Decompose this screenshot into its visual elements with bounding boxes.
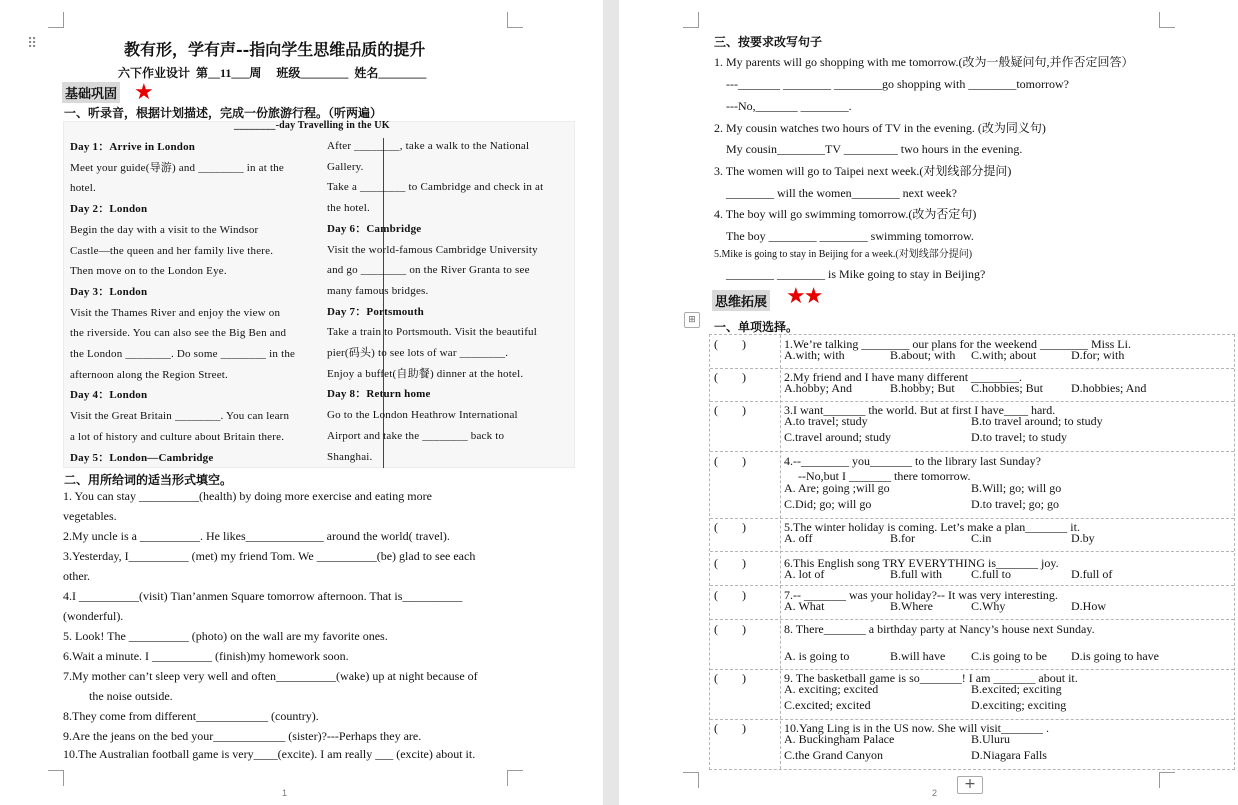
- rewrite-line: My cousin________TV _________ two hours in the evening.: [726, 142, 1023, 156]
- scanned-itinerary-image: [63, 121, 575, 468]
- rewrite-line: 5.Mike is going to stay in Beijing for a week.(对划线部分提问): [714, 249, 973, 260]
- crop-mark: [48, 770, 64, 786]
- question-text: 8. There_______ a birthday party at Nancy’s house next Sunday.: [784, 622, 1095, 636]
- fill-blank-line: 10.The Australian football game is very____(excite). I am really ___ (excite) about it.: [63, 747, 476, 761]
- itinerary-line: Day 3：London: [70, 285, 148, 298]
- multiple-choice-table: [709, 334, 1235, 770]
- itinerary-heading: ________-day Travelling in the UK: [234, 120, 390, 131]
- option-a: A. What: [784, 599, 825, 613]
- question-text: 4.--________ you_______ to the library last Sunday?: [784, 454, 1041, 468]
- rewrite-line: ---No,_______ ________.: [726, 99, 852, 113]
- itinerary-line: Day 8：Return home: [327, 388, 431, 401]
- page-number: 2: [932, 788, 938, 798]
- itinerary-line: pier(码头) to see lots of war ________.: [327, 347, 509, 359]
- itinerary-line: Day 1：Arrive in London: [70, 141, 196, 153]
- question-text: 5.The winter holiday is coming. Let’s make a plan_______ it.: [784, 520, 1080, 534]
- star-icon: ★: [134, 79, 154, 104]
- answer-paren: ( ): [714, 721, 746, 735]
- option-c: C.Did; go; will go: [784, 497, 872, 511]
- itinerary-line: Visit the Great Britain ________. You can learn: [70, 410, 290, 423]
- itinerary-line: the riverside. You can also see the Big Ben and: [70, 327, 287, 340]
- option-a: A.hobby; And: [784, 381, 853, 395]
- fill-blank-line: other.: [63, 569, 90, 583]
- itinerary-line: Begin the day with a visit to the Windsor: [70, 223, 259, 236]
- rewrite-line: 3. The women will go to Taipei next week.(对划线部分提问): [714, 164, 1012, 178]
- question-text: 7.-- _______ was your holiday?-- It was very interesting.: [784, 588, 1058, 602]
- itinerary-line: Meet your guide(导游) and ________ in at the: [70, 161, 284, 174]
- question-text: 3.I want_______ the world. But at first I have____ hard.: [784, 403, 1056, 417]
- option-d: D.full of: [1071, 567, 1113, 581]
- question-text: 6.This English song TRY EVERYTHING is_______ joy.: [784, 556, 1059, 570]
- fill-blank-line: 7.My mother can’t sleep very well and often__________(wake) up at night because of: [63, 669, 478, 683]
- itinerary-line: Take a train to Portsmouth. Visit the beautiful: [327, 326, 538, 339]
- task2-title: 二、用所给词的适当形式填空。: [64, 473, 233, 487]
- itinerary-line: a lot of history and culture about Britain there.: [70, 430, 285, 443]
- itinerary-line: Take a ________ to Cambridge and check in at: [327, 181, 544, 194]
- itinerary-line: Gallery.: [327, 160, 364, 173]
- itinerary-line: Go to the London Heathrow International: [327, 409, 518, 422]
- star-icon: ★★: [786, 283, 822, 308]
- option-c: C.travel around; study: [784, 430, 891, 444]
- crop-mark: [1159, 772, 1175, 788]
- itinerary-line: Day 4：London: [70, 389, 148, 402]
- section-label-thinking: 思维拓展: [712, 290, 770, 311]
- question-text-line2: --No,but I _______ there tomorrow.: [798, 469, 971, 483]
- option-c: C.with; about: [971, 348, 1037, 362]
- itinerary-line: Airport and take the ________ back to: [327, 429, 505, 442]
- itinerary-line: After ________, take a walk to the National: [327, 140, 530, 152]
- itinerary-line: the London ________. Do some ________ in the: [70, 348, 296, 360]
- itinerary-line: Visit the world-famous Cambridge University: [327, 243, 538, 256]
- option-b: B.to travel around; to study: [971, 414, 1103, 428]
- option-d: D.by: [1071, 531, 1095, 545]
- question-text: 9. The basketball game is so_______! I am _______ about it.: [784, 671, 1078, 685]
- itinerary-line: the hotel.: [327, 202, 370, 215]
- option-d: D.is going to have: [1071, 649, 1159, 663]
- section-label-basic: 基础巩固: [62, 82, 120, 103]
- itinerary-line: Day 5：London—Cambridge: [70, 451, 214, 464]
- option-d: D.to travel; to study: [971, 430, 1067, 444]
- option-c: C.Why: [971, 599, 1006, 613]
- option-d: D.How: [1071, 599, 1106, 613]
- itinerary-line: many famous bridges.: [327, 284, 429, 297]
- fill-blank-line: 8.They come from different____________ (country).: [63, 709, 319, 723]
- table-row-line: [710, 401, 1234, 402]
- crop-mark: [683, 12, 699, 28]
- crop-mark: [48, 12, 64, 28]
- table-row-line: [710, 551, 1234, 552]
- option-a: A. Buckingham Palace: [784, 732, 895, 746]
- option-b: B.hobby; But: [890, 381, 955, 395]
- rewrite-line: 4. The boy will go swimming tomorrow.(改为否定句): [714, 207, 977, 221]
- option-a: A. is going to: [784, 649, 850, 663]
- fill-blank-line: 5. Look! The __________ (photo) on the wall are my favorite ones.: [63, 629, 388, 643]
- answer-paren: ( ): [714, 622, 746, 636]
- option-d: D.for; with: [1071, 348, 1125, 362]
- itinerary-line: Castle—the queen and her family live there.: [70, 244, 274, 257]
- table-row-line: [710, 368, 1234, 369]
- table-row-line: [710, 669, 1234, 670]
- table-move-icon[interactable]: ⊞: [684, 312, 700, 328]
- itinerary-line: and go ________ on the River Granta to see: [327, 264, 530, 277]
- option-a: A. exciting; excited: [784, 682, 879, 696]
- option-c: C.full to: [971, 567, 1012, 581]
- option-c: C.hobbies; But: [971, 381, 1044, 395]
- option-b: B.about; with: [890, 348, 956, 362]
- task1-title: 一、听录音，根据计划描述，完成一份旅游行程。（听两遍）: [64, 106, 383, 120]
- option-a: A. lot of: [784, 567, 825, 581]
- option-b: B.full with: [890, 567, 943, 581]
- answer-paren: ( ): [714, 556, 746, 570]
- option-a: A.with; with: [784, 348, 845, 362]
- itinerary-line: Then move on to the London Eye.: [70, 265, 227, 278]
- itinerary-line: hotel.: [70, 182, 96, 195]
- answer-paren: ( ): [714, 337, 746, 351]
- itinerary-line: Visit the Thames River and enjoy the view on: [70, 306, 281, 319]
- question-text: 1.We’re talking ________ our plans for the weekend ________ Miss Li.: [784, 337, 1131, 351]
- itinerary-line: Enjoy a buffet(自助餐) dinner at the hotel.: [327, 367, 524, 380]
- option-c: C.excited; excited: [784, 698, 871, 712]
- itinerary-line: Day 6：Cambridge: [327, 222, 422, 235]
- option-d: D.exciting; exciting: [971, 698, 1067, 712]
- option-b: B.Will; go; will go: [971, 481, 1062, 495]
- answer-paren: ( ): [714, 403, 746, 417]
- crop-mark: [507, 770, 523, 786]
- crop-mark: [507, 12, 523, 28]
- option-b: B.excited; exciting: [971, 682, 1062, 696]
- task4-title: 一、单项选择。: [714, 320, 799, 334]
- option-d: D.hobbies; And: [1071, 381, 1147, 395]
- fill-blank-line: 6.Wait a minute. I __________ (finish)my homework soon.: [63, 649, 349, 663]
- table-row-line: [710, 619, 1234, 620]
- crop-mark: [683, 772, 699, 788]
- option-d: D.Niagara Falls: [971, 748, 1047, 762]
- option-b: B.Where: [890, 599, 933, 613]
- drag-handle-icon[interactable]: ⠿: [27, 36, 38, 52]
- answer-paren: ( ): [714, 520, 746, 534]
- task3-title: 三、按要求改写句子: [714, 35, 823, 49]
- answer-paren: ( ): [714, 370, 746, 384]
- itinerary-line: Day 7：Portsmouth: [327, 305, 425, 318]
- rewrite-line: The boy ________ ________ swimming tomorrow.: [726, 229, 974, 243]
- option-c: C.the Grand Canyon: [784, 748, 883, 762]
- page-number: 1: [282, 788, 288, 798]
- table-row-line: [710, 518, 1234, 519]
- answer-paren: ( ): [714, 588, 746, 602]
- fill-blank-line: vegetables.: [63, 509, 117, 523]
- itinerary-line: afternoon along the Region Street.: [70, 368, 229, 381]
- rewrite-line: 2. My cousin watches two hours of TV in the evening. (改为同义句): [714, 121, 1046, 135]
- table-row-line: [710, 451, 1234, 452]
- option-c: C.in: [971, 531, 992, 545]
- itinerary-line: Day 2：London: [70, 203, 148, 216]
- fill-blank-line: 2.My uncle is a __________. He likes_____________ around the world( travel).: [63, 529, 450, 543]
- table-row-line: [710, 585, 1234, 586]
- rewrite-line: ________ will the women________ next week?: [726, 186, 957, 200]
- answer-paren: ( ): [714, 454, 746, 468]
- option-b: B.for: [890, 531, 915, 545]
- option-b: B.will have: [890, 649, 946, 663]
- option-a: A. Are; going ;will go: [784, 481, 890, 495]
- fill-blank-line: (wonderful).: [63, 609, 124, 623]
- table-row-line: [710, 719, 1234, 720]
- option-d: D.to travel; go; go: [971, 497, 1059, 511]
- option-b: B.Uluru: [971, 732, 1010, 746]
- option-a: A. off: [784, 531, 813, 545]
- option-c: C.is going to be: [971, 649, 1048, 663]
- fill-blank-line: 1. You can stay __________(health) by doing more exercise and eating more: [63, 489, 432, 503]
- rewrite-line: ---_______ ________ ________go shopping with ________tomorrow?: [726, 77, 1069, 91]
- fill-blank-line: 4.I __________(visit) Tian’anmen Square tomorrow afternoon. That is__________: [63, 589, 463, 603]
- crop-mark: [1159, 12, 1175, 28]
- answer-paren: ( ): [714, 671, 746, 685]
- fill-blank-line: 9.Are the jeans on the bed your____________ (sister)?---Perhaps they are.: [63, 729, 422, 743]
- fill-blank-line: 3.Yesterday, I__________ (met) my friend Tom. We __________(be) glad to see each: [63, 549, 476, 563]
- rewrite-line: 1. My parents will go shopping with me tomorrow.(改为一般疑问句,并作否定回答）: [714, 55, 1134, 69]
- document-title: 教有形，学有声--指向学生思维品质的提升: [124, 40, 426, 59]
- document-subtitle: 六下作业设计 第__11___周 班级________ 姓名________: [118, 66, 427, 80]
- question-text: 10.Yang Ling is in the US now. She will visit_______ .: [784, 721, 1050, 735]
- option-a: A.to travel; study: [784, 414, 868, 428]
- rewrite-line: ________ ________ is Mike going to stay in Beijing?: [726, 267, 986, 281]
- question-text: 2.My friend and I have many different ________.: [784, 370, 1023, 384]
- itinerary-line: Shanghai.: [327, 450, 373, 463]
- add-row-button[interactable]: +: [957, 776, 983, 794]
- fill-blank-line: the noise outside.: [89, 689, 173, 703]
- document-page-1: [0, 0, 603, 805]
